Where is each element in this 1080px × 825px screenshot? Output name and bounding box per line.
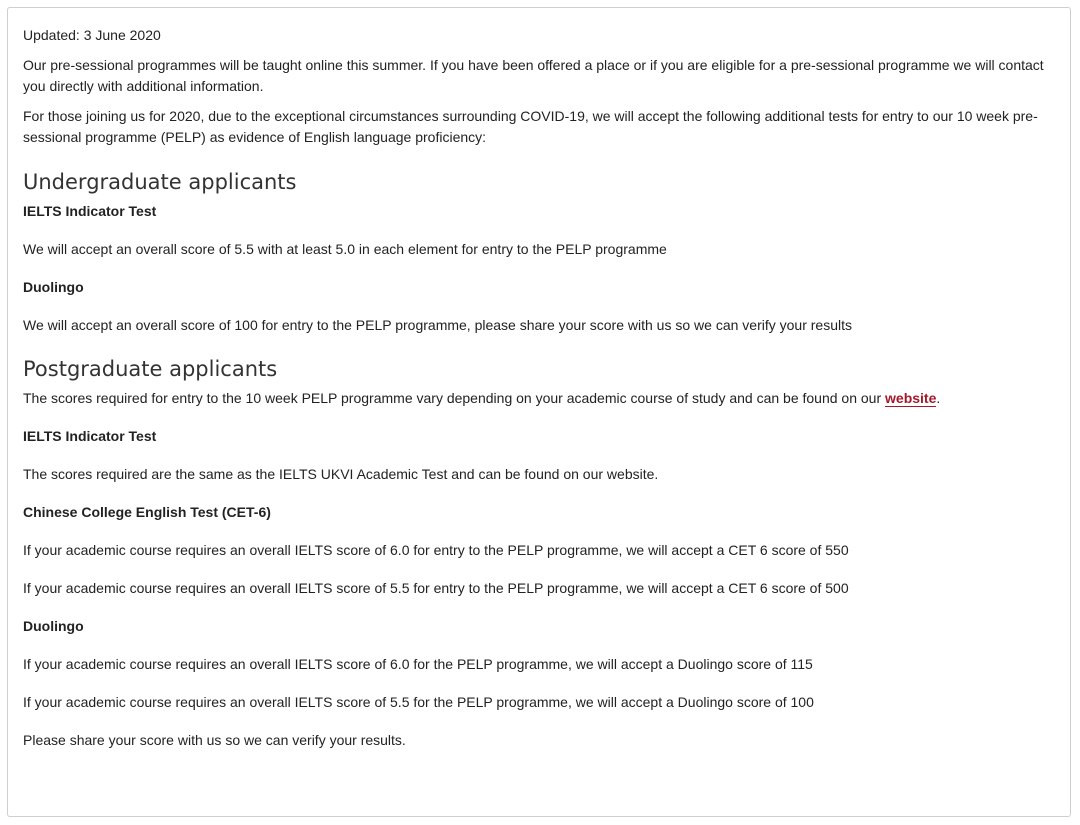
postgraduate-heading: Postgraduate applicants — [23, 357, 278, 381]
ug-ielts-label: IELTS Indicator Test — [23, 203, 157, 219]
pg-duolingo-line-2: If your academic course requires an overall IELTS score of 5.5 for the PELP programme, we will accept a Duolingo score of 100 — [23, 694, 814, 710]
article-body — [23, 25, 1056, 751]
undergraduate-heading: Undergraduate applicants — [23, 170, 297, 194]
pg-cet-label: Chinese College English Test (CET-6) — [23, 504, 271, 520]
pg-ielts-text: The scores required are the same as the IELTS UKVI Academic Test and can be found on our website. — [23, 466, 659, 482]
content-panel — [7, 7, 1071, 817]
pg-duolingo-label: Duolingo — [23, 618, 84, 634]
pg-intro-text — [23, 388, 1056, 409]
pg-duolingo-line-1: If your academic course requires an overall IELTS score of 6.0 for the PELP programme, we will accept a Duolingo score of 115 — [23, 656, 813, 672]
pg-ielts-label: IELTS Indicator Test — [23, 428, 157, 444]
pg-intro-text-main: The scores required for entry to the 10 week PELP programme vary depending on your academic course of study and can be found on our — [23, 390, 886, 406]
ug-duolingo-text: We will accept an overall score of 100 for entry to the PELP programme, please share your score with us so we can verify your results — [23, 317, 852, 333]
ug-duolingo-label: Duolingo — [23, 279, 84, 295]
pg-cet-line-2: If your academic course requires an overall IELTS score of 5.5 for entry to the PELP programme, we will accept a CET 6 score of 500 — [23, 580, 849, 596]
website-link[interactable]: website — [885, 390, 937, 406]
intro-paragraph-2: For those joining us for 2020, due to the exceptional circumstances surrounding COVID-19, we will accept the following additional tests for entry to our 10 week pre-sessional programme (PELP) as evidence of English language proficiency: — [23, 108, 1038, 145]
pg-intro-text-end: . — [936, 390, 941, 406]
intro-paragraph-1: Our pre-sessional programmes will be taught online this summer. If you have been offered a place or if you are eligible for a pre-sessional programme we will contact you directly with additional information. — [23, 57, 1044, 94]
pg-cet-line-1: If your academic course requires an overall IELTS score of 6.0 for entry to the PELP programme, we will accept a CET 6 score of 550 — [23, 542, 849, 558]
pg-closing-text: Please share your score with us so we can verify your results. — [23, 732, 406, 748]
ug-ielts-text: We will accept an overall score of 5.5 with at least 5.0 in each element for entry to the PELP programme — [23, 241, 667, 257]
updated-date: Updated: 3 June 2020 — [23, 27, 161, 43]
